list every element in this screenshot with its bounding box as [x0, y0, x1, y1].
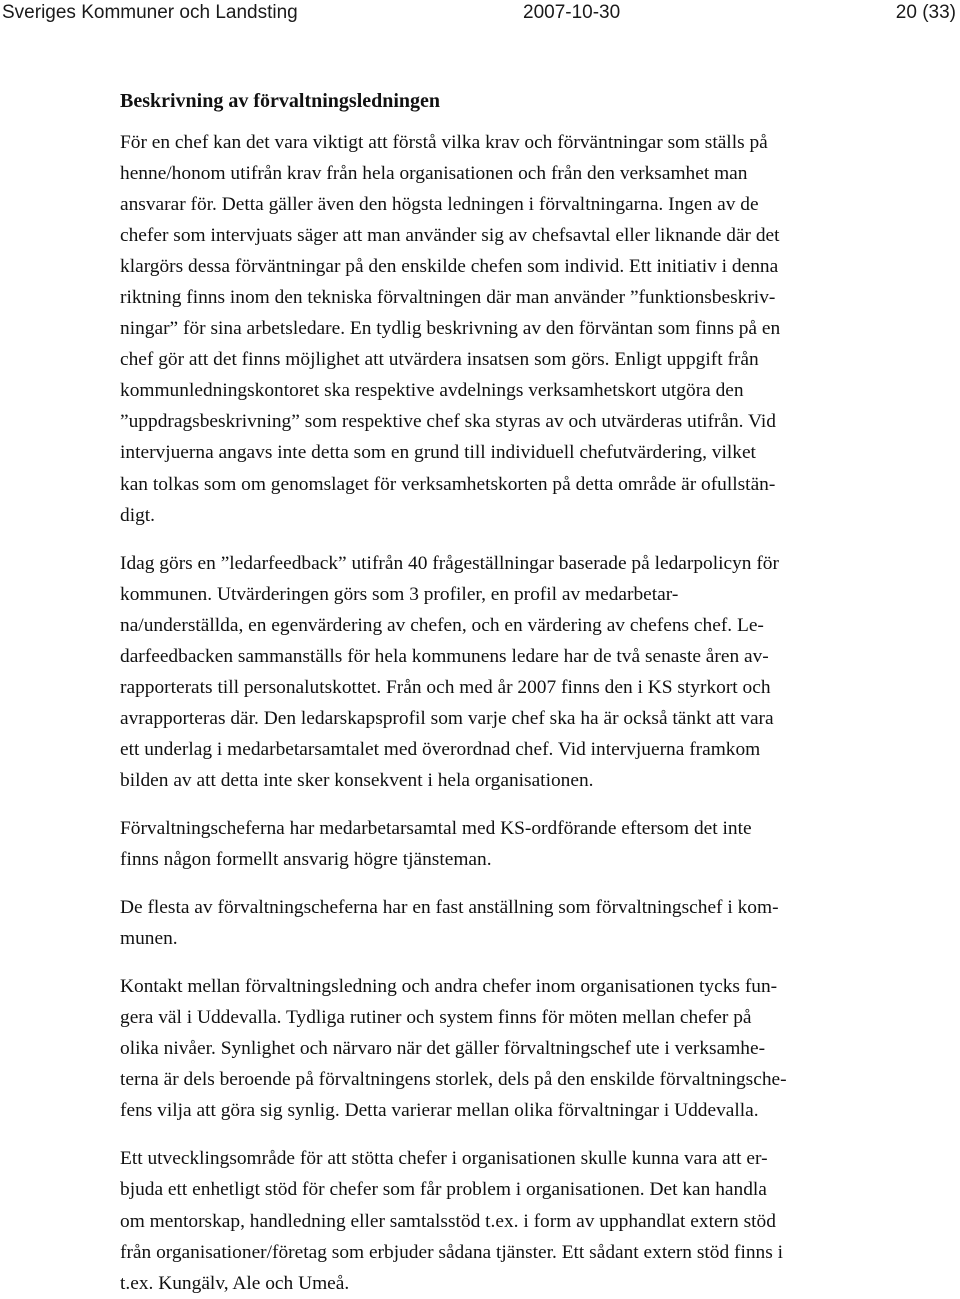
document-body [120, 86, 900, 1299]
paragraph-list [120, 127, 900, 1299]
text-line: från organisationer/företag som erbjuder sådana tjänster. Ett sådant extern stöd finns i [120, 1241, 784, 1263]
paragraph-spacer [120, 796, 900, 813]
paragraph [120, 971, 900, 1126]
text-line: ”uppdragsbeskrivning” som respektive chef ska styras av och utvärderas utifrån. Vid [120, 411, 776, 433]
paragraph-spacer [120, 875, 900, 892]
paragraph-spacer [120, 1126, 900, 1143]
text-line: Förvaltningscheferna har medarbetarsamtal med KS-ordförande eftersom det inte [120, 817, 752, 839]
header-organization: Sveriges Kommuner och Landsting [2, 2, 298, 23]
text-line: fens vilja att göra sig synlig. Detta varierar mellan olika förvaltningar i Uddevalla. [120, 1100, 759, 1122]
text-line: De flesta av förvaltningscheferna har en fast anställning som förvaltningschef i kom- [120, 897, 779, 919]
text-line: munen. [120, 928, 178, 950]
text-line: digt. [120, 504, 156, 526]
text-line: rapporterats till personalutskottet. Från och med år 2007 finns den i KS styrkort och [120, 676, 771, 698]
section-heading: Beskrivning av förvaltningsledningen [120, 90, 441, 112]
paragraph [120, 127, 900, 531]
text-line: finns någon formellt ansvarig högre tjänsteman. [120, 849, 492, 871]
text-line: Ett utvecklingsområde för att stötta chefer i organisationen skulle kunna vara att er- [120, 1148, 768, 1170]
header-page-number: 20 (33) [895, 2, 956, 23]
header-date: 2007-10-30 [523, 2, 621, 23]
text-line: bilden av att detta inte sker konsekvent i hela organisationen. [120, 769, 594, 791]
text-line: Idag görs en ”ledarfeedback” utifrån 40 frågeställningar baserade på ledarpolicyn för [120, 552, 779, 574]
paragraph [120, 548, 900, 796]
text-line: chefer som intervjuats säger att man använder sig av chefsavtal eller liknande där det [120, 225, 780, 247]
text-line: bjuda ett enhetligt stöd för chefer som får problem i organisationen. Det kan handla [120, 1179, 767, 1201]
paragraph-spacer [120, 531, 900, 548]
text-line: darfeedbacken sammanställs för hela kommunens ledare har de två senaste åren av- [120, 645, 769, 667]
text-line: kommunen. Utvärderingen görs som 3 profiler, en profil av medarbetar- [120, 583, 679, 605]
text-line: riktning finns inom den tekniska förvaltningen där man använder ”funktionsbeskriv- [120, 287, 776, 309]
text-line: gera väl i Uddevalla. Tydliga rutiner och system finns för möten mellan chefer på [120, 1007, 752, 1029]
paragraph [120, 892, 900, 954]
text-line: ansvarar för. Detta gäller även den högsta ledningen i förvaltningarna. Ingen av de [120, 194, 759, 216]
text-line: ningar” för sina arbetsledare. En tydlig beskrivning av den förväntan som finns på en [120, 318, 781, 340]
paragraph-spacer [120, 954, 900, 971]
paragraph [120, 813, 900, 875]
page-header [0, 0, 960, 28]
text-line: henne/honom utifrån krav från hela organisationen och från den verksamhet man [120, 163, 748, 185]
text-line: chef gör att det finns möjlighet att utvärdera insatsen som görs. Enligt uppgift från [120, 349, 759, 371]
text-line: om mentorskap, handledning eller samtalsstöd t.ex. i form av upphandlat extern stöd [120, 1210, 776, 1232]
text-line: olika nivåer. Synlighet och närvaro när det gäller förvaltningschef ute i verksamhe- [120, 1038, 766, 1060]
text-line: kan tolkas som om genomslaget för verksamhetskorten på detta område är ofullstän- [120, 473, 776, 495]
text-line: Kontakt mellan förvaltningsledning och andra chefer inom organisationen tycks fun- [120, 976, 778, 998]
text-line: kommunledningskontoret ska respektive avdelnings verksamhetskort utgöra den [120, 380, 744, 402]
text-line: intervjuerna angavs inte detta som en grund till individuell chefutvärdering, vilket [120, 442, 756, 464]
paragraph [120, 1143, 900, 1298]
text-line: ett underlag i medarbetarsamtalet med överordnad chef. Vid intervjuerna framkom [120, 738, 761, 760]
text-line: terna är dels beroende på förvaltningens storlek, dels på den enskilde förvaltningsche- [120, 1069, 787, 1091]
text-line: klargörs dessa förväntningar på den enskilde chefen som individ. Ett initiativ i denna [120, 256, 779, 278]
text-line: avrapporteras där. Den ledarskapsprofil som varje chef ska ha är också tänkt att vara [120, 707, 774, 729]
text-line: na/underställda, en egenvärdering av chefen, och en värdering av chefens chef. Le- [120, 614, 764, 636]
text-line: t.ex. Kungälv, Ale och Umeå. [120, 1272, 350, 1294]
text-line: För en chef kan det vara viktigt att förstå vilka krav och förväntningar som ställs på [120, 132, 768, 153]
